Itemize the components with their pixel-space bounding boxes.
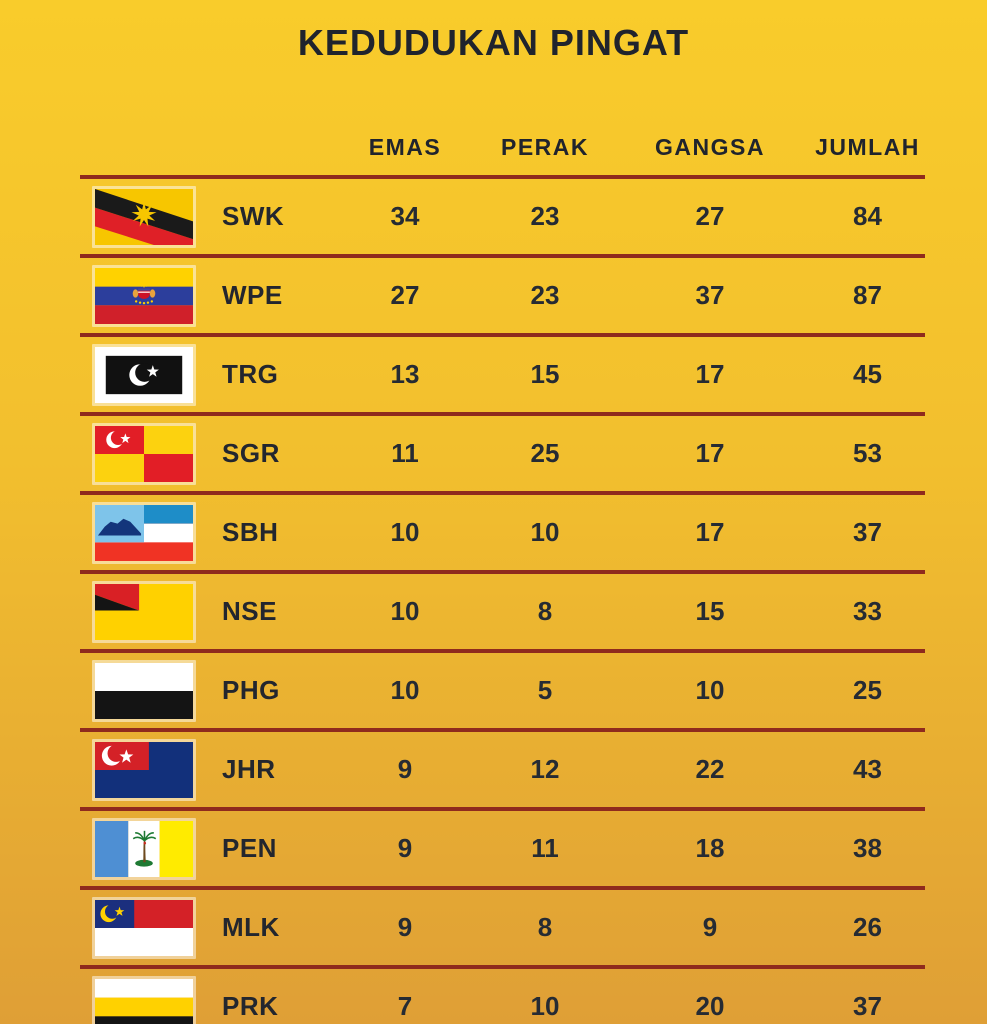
state-code: NSE [222,596,277,626]
state-code: JHR [222,754,276,784]
table-row [80,890,925,969]
emas-value: 10 [390,517,420,547]
federal-territory-flag [92,265,196,327]
perak-value: 5 [537,675,553,705]
jumlah-value: 38 [853,833,882,863]
emas-value: 27 [390,280,420,310]
sabah-flag [92,502,196,564]
gangsa-value: 17 [695,359,725,389]
penang-flag [92,818,196,880]
perak-value: 8 [537,912,553,942]
perak-value: 8 [537,596,553,626]
emas-value: 9 [397,754,413,784]
gangsa-value: 22 [695,754,725,784]
gangsa-value: 20 [695,991,725,1021]
state-code: PRK [222,991,279,1021]
state-code: WPE [222,280,283,310]
jumlah-value: 43 [853,754,882,784]
jumlah-value: 37 [853,517,882,547]
perak-value: 11 [531,833,559,863]
jumlah-value: 53 [853,438,882,468]
table-header [80,70,925,175]
emas-value: 9 [397,833,413,863]
jumlah-value: 25 [853,675,882,705]
perak-value: 15 [530,359,560,389]
column-header-emas: EMAS [368,134,442,160]
table-row [80,969,925,1024]
state-code: MLK [222,912,280,942]
emas-value: 13 [390,359,420,389]
selangor-flag [92,423,196,485]
perak-value: 12 [530,754,560,784]
column-header-jumlah: JUMLAH [815,134,920,160]
emas-value: 10 [390,675,420,705]
jumlah-value: 26 [853,912,882,942]
state-code: SGR [222,438,280,468]
perak-value: 23 [530,201,560,231]
emas-value: 10 [390,596,420,626]
jumlah-value: 45 [853,359,882,389]
perak-value: 23 [530,280,560,310]
state-code: TRG [222,359,279,389]
perak-value: 25 [530,438,560,468]
table-row [80,258,925,337]
perak-value: 10 [530,991,560,1021]
medal-table [80,70,925,1024]
table-row [80,416,925,495]
gangsa-value: 27 [695,201,725,231]
gangsa-value: 15 [695,596,725,626]
gangsa-value: 10 [695,675,725,705]
jumlah-value: 84 [853,201,882,231]
emas-value: 34 [390,201,420,231]
jumlah-value: 37 [853,991,882,1021]
gangsa-value: 9 [702,912,718,942]
table-row [80,811,925,890]
table-row [80,574,925,653]
medal-table-body [80,175,925,1024]
emas-value: 11 [391,438,419,468]
pahang-flag [92,660,196,722]
melaka-flag [92,897,196,959]
table-row [80,732,925,811]
state-code: PHG [222,675,280,705]
gangsa-value: 17 [695,438,725,468]
perak-value: 10 [530,517,560,547]
sarawak-flag [92,186,196,248]
negeri-sembilan-flag [92,581,196,643]
state-code: SBH [222,517,279,547]
gangsa-value: 37 [695,280,725,310]
state-code: PEN [222,833,277,863]
jumlah-value: 87 [853,280,882,310]
emas-value: 7 [397,991,413,1021]
perak-flag [92,976,196,1024]
table-row [80,337,925,416]
table-row [80,495,925,574]
state-code: SWK [222,201,285,231]
gangsa-value: 17 [695,517,725,547]
jumlah-value: 33 [853,596,882,626]
johor-flag [92,739,196,801]
column-header-perak: PERAK [500,134,589,160]
page-title: KEDUDUKAN PINGAT [297,22,690,63]
gangsa-value: 18 [695,833,725,863]
table-row [80,653,925,732]
emas-value: 9 [397,912,413,942]
terengganu-flag [92,344,196,406]
column-header-gangsa: GANGSA [655,134,765,160]
table-row [80,179,925,258]
